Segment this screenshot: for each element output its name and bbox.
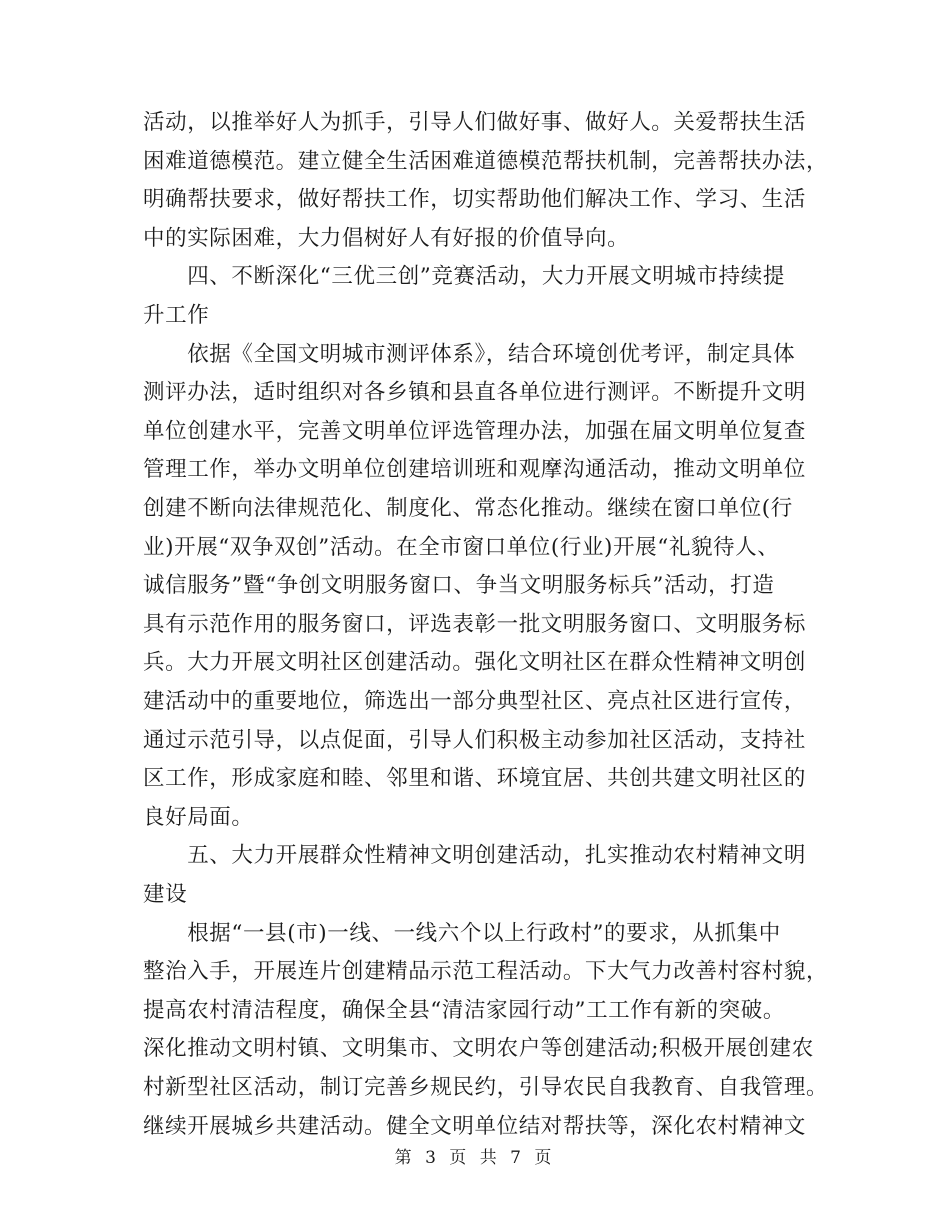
text-line: 通过示范引导，以点促面，引导人们积极主动参加社区活动，支持社 xyxy=(143,727,807,753)
text-line: 活动，以推举好人为抓手，引导人们做好事、做好人。关爱帮扶生活 xyxy=(143,110,807,135)
text-line: 依据《全国文明城市测评体系》，结合环境创优考评，制定具体 xyxy=(143,341,796,367)
text-line: 五、大力开展群众性精神文明创建活动，扎实推动农村精神文明 xyxy=(143,843,807,869)
text-line: 四、不断深化“三优三创”竞赛活动，大力开展文明城市持续提 xyxy=(143,264,785,290)
text-line: 建设 xyxy=(143,882,188,907)
text-line: 创建不断向法律规范化、制度化、常态化推动。继续在窗口单位(行 xyxy=(143,496,793,521)
text-line: 提高农村清洁程度，确保全县“清洁家园行动”工工作有新的突破。 xyxy=(143,997,785,1023)
text-line: 继续开展城乡共建活动。健全文明单位结对帮扶等，深化农村精神文 xyxy=(143,1113,807,1139)
text-line: 困难道德模范。建立健全生活困难道德模范帮扶机制，完善帮扶办法， xyxy=(143,148,829,174)
text-line: 明确帮扶要求，做好帮扶工作，切实帮助他们解决工作、学习、生活 xyxy=(143,187,807,213)
text-line: 根据“一县(市)一线、一线六个以上行政村”的要求，从抓集中 xyxy=(143,920,781,946)
text-line: 业)开展“双争双创”活动。在全市窗口单位(行业)开展“礼貌待人、 xyxy=(143,534,780,560)
text-line: 单位创建水平，完善文明单位评选管理办法，加强在届文明单位复查 xyxy=(143,418,807,444)
text-line: 整治入手，开展连片创建精品示范工程活动。下大气力改善村容村貌， xyxy=(143,959,829,985)
text-line: 管理工作，举办文明单位创建培训班和观摩沟通活动，推动文明单位 xyxy=(143,457,807,483)
text-line: 中的实际困难，大力倡树好人有好报的价值导向。 xyxy=(143,225,630,251)
text-line: 建活动中的重要地位，筛选出一部分典型社区、亮点社区进行宣传， xyxy=(143,689,807,714)
text-line: 兵。大力开展文明社区创建活动。强化文明社区在群众性精神文明创 xyxy=(143,650,807,676)
text-line: 诚信服务”暨“争创文明服务窗口、争当文明服务标兵”活动，打造 xyxy=(143,573,775,599)
page-number-footer: 第 3 页 共 7 页 xyxy=(394,1148,556,1168)
text-line: 深化推动文明村镇、文明集市、文明农户等创建活动;积极开展创建农 xyxy=(143,1036,814,1062)
text-line: 村新型社区活动，制订完善乡规民约，引导农民自我教育、自我管理。 xyxy=(143,1075,829,1100)
text-line: 区工作，形成家庭和睦、邻里和谐、环境宜居、共创共建文明社区的 xyxy=(143,766,807,792)
text-line: 升工作 xyxy=(143,303,210,328)
text-line: 良好局面。 xyxy=(143,804,254,830)
text-line: 具有示范作用的服务窗口，评选表彰一批文明服务窗口、文明服务标 xyxy=(143,611,807,637)
text-line: 测评办法，适时组织对各乡镇和县直各单位进行测评。不断提升文明 xyxy=(143,380,807,406)
